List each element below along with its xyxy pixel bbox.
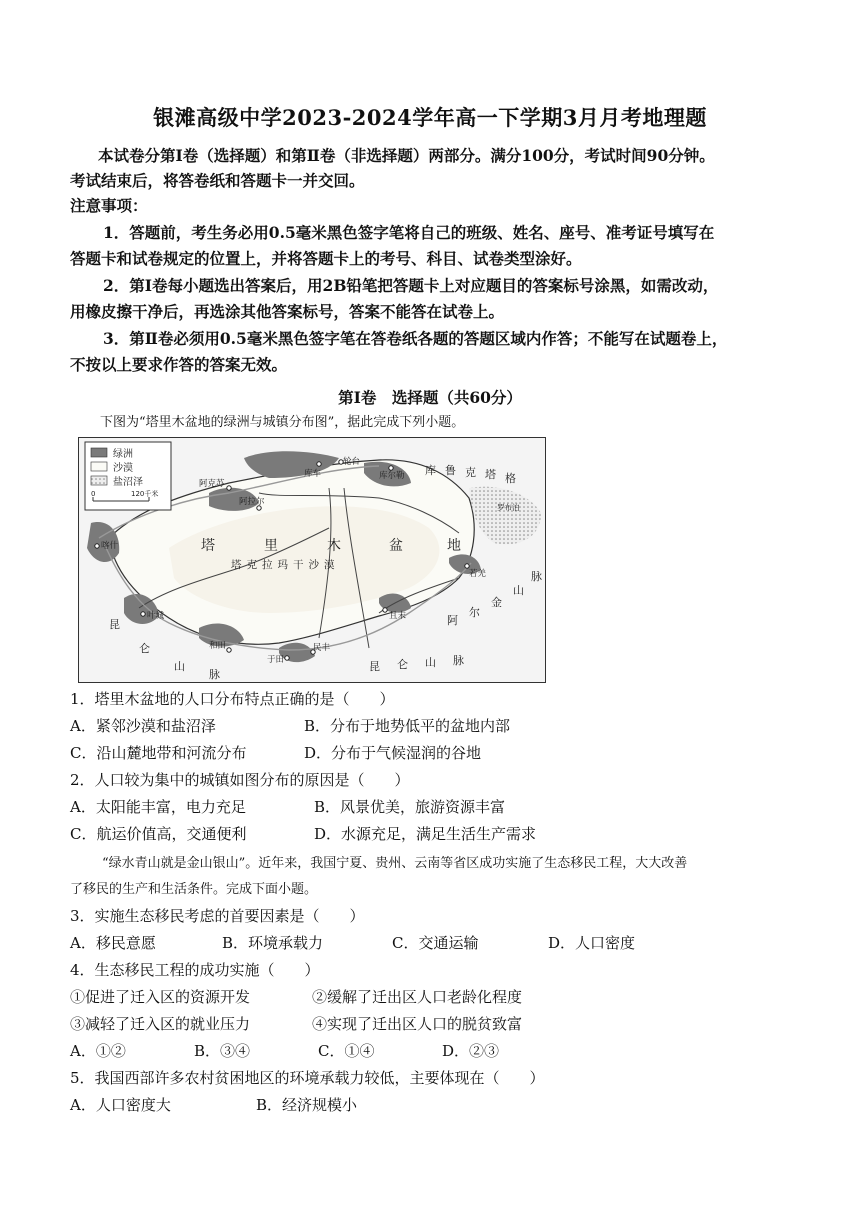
city-ruoqiang: 若羌	[469, 569, 487, 579]
basin-char-2: 里	[264, 538, 278, 554]
q3-option-c: C．交通运输	[392, 934, 479, 952]
q2-stem: 2．人口较为集中的城镇如图分布的原因是（ ）	[70, 771, 410, 789]
city-korla: 库尔勒	[379, 471, 405, 481]
legend-desert: 沙漠	[113, 463, 133, 474]
passage2-line-2: 了移民的生产和生活条件。完成下面小题。	[70, 882, 318, 897]
kunlun-w-char-3: 山	[174, 660, 185, 673]
notice-2a: 2．第Ⅰ卷每小题选出答案后，用2B铅笔把答题卡上对应题目的答案标号涂黑，如需改动，	[103, 276, 719, 295]
q3-option-d: D．人口密度	[548, 934, 636, 952]
scale-zero: 0	[91, 490, 96, 498]
passage2-line-1: “绿水青山就是金山银山”。近年来，我国宁夏、贵州、云南等省区成功实施了生态移民工程，大大改善	[102, 856, 688, 871]
kunlun-e-char-4: 脉	[453, 654, 464, 667]
q4-statement-4: ④实现了迁出区人口的脱贫致富	[312, 1015, 523, 1033]
kunlun-w-char-2: 仑	[139, 642, 150, 655]
q3-stem: 3．实施生态移民考虑的首要因素是（ ）	[70, 907, 365, 925]
lop-nur-label: 罗布泊	[497, 503, 520, 512]
basin-char-3: 木	[327, 538, 341, 554]
q1-stem: 1．塔里木盆地的人口分布特点正确的是（ ）	[70, 690, 395, 708]
altun-char-1: 阿	[447, 614, 458, 627]
q3-option-b: B．环境承载力	[222, 934, 324, 952]
city-luntai: 轮台	[343, 457, 361, 467]
map-intro: 下图为“塔里木盆地的绿洲与城镇分布图”，据此完成下列小题。	[100, 415, 465, 430]
exam-title: 银滩高级中学2023-2024学年高一下学期3月月考地理题	[153, 105, 707, 130]
kuruktag-char-3: 克	[465, 466, 476, 479]
q1-option-b: B．分布于地势低平的盆地内部	[304, 717, 511, 735]
q4-option-b: B．③④	[194, 1042, 251, 1060]
city-aral: 阿拉尔	[239, 497, 265, 507]
intro-line-1: 本试卷分第Ⅰ卷（选择题）和第Ⅱ卷（非选择题）两部分。满分100分，考试时间90分钟。	[98, 146, 715, 165]
q4-option-a: A．①②	[70, 1042, 126, 1060]
q3-option-a: A．移民意愿	[70, 934, 156, 952]
q2-option-b: B．风景优美，旅游资源丰富	[314, 798, 506, 816]
city-kuqa: 库车	[304, 469, 322, 479]
city-kashgar: 喀什	[101, 541, 119, 551]
notice-2b: 用橡皮擦干净后，再选涂其他答案标号，答案不能答在试卷上。	[70, 302, 505, 321]
map-svg	[79, 438, 545, 682]
q4-statement-3: ③减轻了迁入区的就业压力	[70, 1015, 251, 1033]
kuruktag-char-2: 鲁	[445, 464, 456, 477]
q1-option-c: C．沿山麓地带和河流分布	[70, 744, 247, 762]
q1-option-a: A．紧邻沙漠和盐沼泽	[70, 717, 216, 735]
notice-1b: 答题卡和试卷规定的位置上，并将答题卡上的考号、科目、试卷类型涂好。	[70, 249, 582, 268]
q2-option-d: D．水源充足，满足生活生产需求	[314, 825, 537, 843]
basin-char-5: 地	[447, 538, 461, 554]
city-minfeng: 民丰	[313, 643, 331, 653]
kunlun-w-char-4: 脉	[209, 668, 220, 681]
q4-statement-1: ①促进了迁入区的资源开发	[70, 988, 251, 1006]
kuruktag-char-4: 塔	[485, 468, 496, 481]
q5-option-a: A．人口密度大	[70, 1096, 171, 1114]
intro-line-2: 考试结束后，将答卷纸和答题卡一并交回。	[70, 171, 365, 190]
altun-char-5: 脉	[531, 570, 542, 583]
notice-1a: 1．答题前，考生务必用0.5毫米黑色签字笔将自己的班级、姓名、座号、准考证号填写在	[103, 223, 715, 242]
q4-option-c: C．①④	[318, 1042, 375, 1060]
notice-3b: 不按以上要求作答的答案无效。	[70, 355, 288, 374]
q1-option-d: D．分布于气候湿润的谷地	[304, 744, 482, 762]
map-legend	[85, 442, 171, 510]
altun-char-3: 金	[491, 596, 502, 609]
basin-char-4: 盆	[389, 538, 403, 554]
city-aksu: 阿克苏	[199, 479, 225, 489]
q4-statement-2: ②缓解了迁出区人口老龄化程度	[312, 988, 523, 1006]
q4-option-d: D．②③	[442, 1042, 500, 1060]
kunlun-e-char-2: 仑	[397, 658, 408, 671]
legend-oasis: 绿洲	[113, 449, 133, 460]
section-heading: 第Ⅰ卷 选择题（共60分）	[338, 388, 522, 407]
kunlun-e-char-1: 昆	[369, 660, 380, 673]
city-qiemo: 且末	[389, 611, 407, 621]
city-yutian: 于田	[267, 655, 285, 665]
notice-3a: 3．第Ⅱ卷必须用0.5毫米黑色签字笔在答卷纸各题的答题区域内作答；不能写在试题卷上，	[103, 329, 728, 348]
city-hotan: 和田	[209, 641, 227, 651]
q2-option-c: C．航运价值高，交通便利	[70, 825, 247, 843]
kunlun-e-char-3: 山	[425, 656, 436, 669]
q2-option-a: A．太阳能丰富，电力充足	[70, 798, 246, 816]
legend-salt-marsh: 盐沼泽	[113, 477, 143, 488]
kuruktag-char-1: 库	[425, 464, 436, 477]
q5-stem: 5．我国西部许多农村贫困地区的环境承载力较低，主要体现在（ ）	[70, 1069, 545, 1087]
q4-stem: 4．生态移民工程的成功实施（ ）	[70, 961, 320, 979]
q5-option-b: B．经济规模小	[256, 1096, 358, 1114]
city-yecheng: 叶城	[147, 611, 165, 621]
notice-heading: 注意事项：	[70, 196, 148, 215]
kuruktag-char-5: 格	[505, 472, 516, 485]
altun-char-2: 尔	[469, 606, 480, 619]
kunlun-w-char-1: 昆	[109, 618, 120, 631]
scale-120km: 120千米	[131, 490, 159, 498]
basin-char-1: 塔	[201, 538, 215, 554]
altun-char-4: 山	[513, 584, 524, 597]
tarim-map	[78, 437, 546, 683]
desert-label: 塔克拉玛干沙漠	[231, 559, 340, 571]
